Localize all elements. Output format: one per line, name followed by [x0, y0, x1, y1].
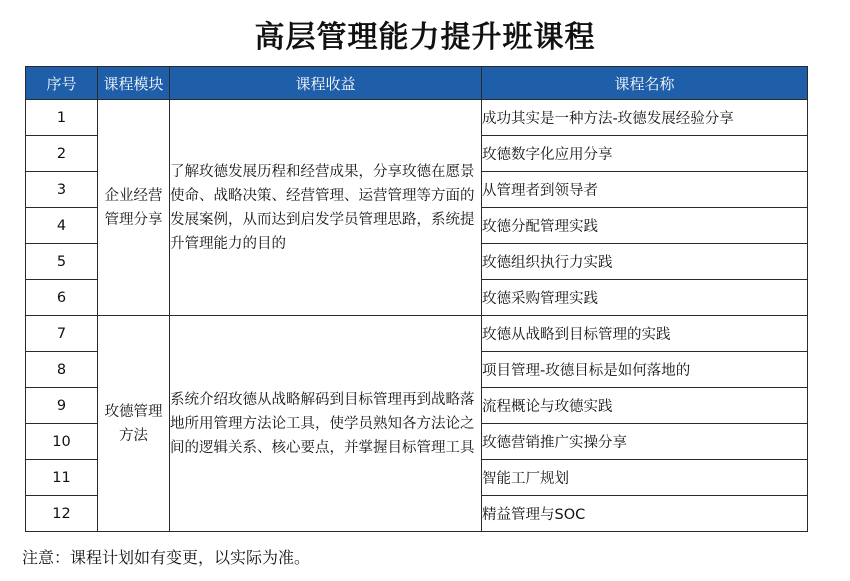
- row-seq: 11: [26, 460, 98, 496]
- row-seq: 7: [26, 316, 98, 352]
- row-seq: 8: [26, 352, 98, 388]
- course-name: 玫德营销推广实操分享: [482, 424, 808, 460]
- course-name: 玫德数字化应用分享: [482, 136, 808, 172]
- page-title: 高层管理能力提升班课程: [254, 20, 596, 55]
- course-name: 流程概论与玫德实践: [482, 388, 808, 424]
- course-name: 项目管理-玫德目标是如何落地的: [482, 352, 808, 388]
- table-row: [26, 316, 808, 352]
- header-name: 课程名称: [482, 67, 808, 100]
- row-seq: 2: [26, 136, 98, 172]
- benefit-cell: 了解玫德发展历程和经营成果，分享玫德在愿景使命、战略决策、经营管理、运营管理等方面的发展案例，从而达到启发学员管理思路，系统提升管理能力的目的: [170, 100, 482, 316]
- header-seq: 序号: [26, 67, 98, 100]
- row-seq: 9: [26, 388, 98, 424]
- course-name: 玫德分配管理实践: [482, 208, 808, 244]
- module-cell: 玫德管理方法: [98, 316, 170, 532]
- course-name: 成功其实是一种方法-玫德发展经验分享: [482, 100, 808, 136]
- course-name: 从管理者到领导者: [482, 172, 808, 208]
- row-seq: 12: [26, 496, 98, 532]
- course-name: 玫德组织执行力实践: [482, 244, 808, 280]
- table-header-row: [26, 67, 808, 100]
- footnote: 注意：课程计划如有变更，以实际为准。: [22, 548, 311, 567]
- row-seq: 10: [26, 424, 98, 460]
- benefit-cell: 系统介绍玫德从战略解码到目标管理再到战略落地所用管理方法论工具，使学员熟知各方法论之间的逻辑关系、核心要点，并掌握目标管理工具: [170, 316, 482, 532]
- course-table: [25, 66, 808, 532]
- row-seq: 6: [26, 280, 98, 316]
- module-cell: 企业经营管理分享: [98, 100, 170, 316]
- course-name: 精益管理与SOC: [482, 496, 808, 532]
- course-name: 玫德从战略到目标管理的实践: [482, 316, 808, 352]
- course-name: 玫德采购管理实践: [482, 280, 808, 316]
- row-seq: 5: [26, 244, 98, 280]
- header-benefit: 课程收益: [170, 67, 482, 100]
- row-seq: 4: [26, 208, 98, 244]
- row-seq: 3: [26, 172, 98, 208]
- row-seq: 1: [26, 100, 98, 136]
- header-module: 课程模块: [98, 67, 170, 100]
- table-row: [26, 100, 808, 136]
- course-name: 智能工厂规划: [482, 460, 808, 496]
